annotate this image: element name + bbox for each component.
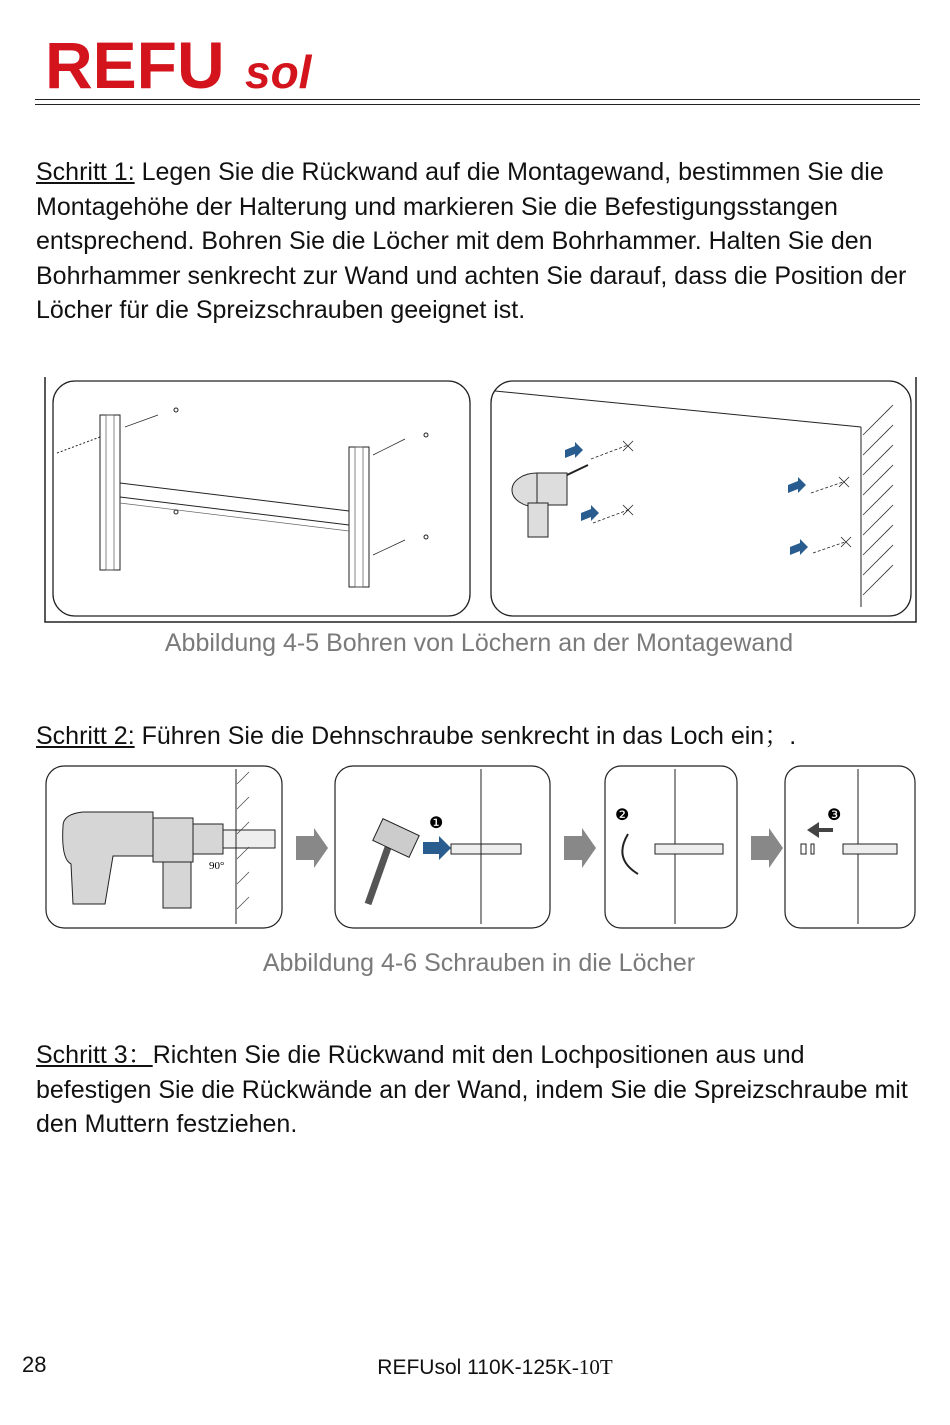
logo-main-text: REFU bbox=[45, 28, 225, 98]
hammer-drill-illustration bbox=[46, 766, 282, 928]
step-2-text: Führen Sie die Dehnschraube senkrecht in das Loch ein；. bbox=[134, 722, 797, 750]
footer-product-model-b: K-10T bbox=[556, 1355, 613, 1379]
step-marker-2: ❷ bbox=[615, 807, 630, 824]
step-1-text: Legen Sie die Rückwand auf die Montagewand, bestimmen Sie die Montagehöhe der Halterung und markieren Sie die Befestigungsstangen entsprechend. Bohren Sie die Löcher mit dem Bohrhammer. Halten Sie den Bohrhammer senkrecht zur Wand und achten Sie darauf, dass die Position der Löcher für die Spreizschrauben geeignet ist. bbox=[36, 158, 907, 324]
header-rule bbox=[35, 99, 920, 100]
step-2-label: Schritt 2: bbox=[36, 722, 135, 750]
step-3-paragraph bbox=[36, 1038, 916, 1142]
footer-product-model-a: 110K-125 bbox=[467, 1356, 557, 1379]
footer-product-name bbox=[0, 1355, 950, 1380]
step-1-paragraph bbox=[36, 155, 916, 328]
footer-product-brand: REFUsol bbox=[377, 1356, 468, 1379]
drill-on-wall-illustration bbox=[491, 381, 911, 616]
step-3-label: Schritt 3： bbox=[36, 1041, 153, 1069]
arrow-right-icon bbox=[296, 828, 328, 868]
hammer-anchor-illustration bbox=[335, 766, 550, 928]
figure-2-caption: Abbildung 4-6 Schrauben in die Löcher bbox=[262, 949, 696, 977]
refusol-logo bbox=[45, 28, 345, 98]
header-rule-thin bbox=[35, 104, 920, 105]
figure-drilling-holes bbox=[43, 375, 919, 625]
step-2-paragraph bbox=[36, 719, 916, 754]
figure-inserting-screws bbox=[43, 764, 919, 932]
angle-label: 90° bbox=[209, 860, 225, 872]
step-1-label: Schritt 1: bbox=[36, 158, 135, 186]
mounting-bracket-illustration bbox=[53, 381, 470, 616]
remove-nut-illustration bbox=[785, 766, 915, 928]
arrow-right-icon bbox=[564, 828, 596, 868]
logo-sub-text: sol bbox=[245, 46, 312, 98]
page-number: 28 bbox=[22, 1352, 47, 1377]
arrow-right-icon bbox=[751, 828, 783, 868]
step-marker-1: ❶ bbox=[429, 815, 444, 832]
step-marker-3: ❸ bbox=[827, 807, 842, 824]
tighten-anchor-illustration bbox=[605, 766, 737, 928]
figure-1-caption: Abbildung 4-5 Bohren von Löchern an der Montagewand bbox=[164, 629, 794, 657]
step-3-text: Richten Sie die Rückwand mit den Lochpositionen aus und befestigen Sie die Rückwände an der Wand, indem Sie die Spreizschraube mit den Muttern festziehen. bbox=[36, 1041, 908, 1138]
